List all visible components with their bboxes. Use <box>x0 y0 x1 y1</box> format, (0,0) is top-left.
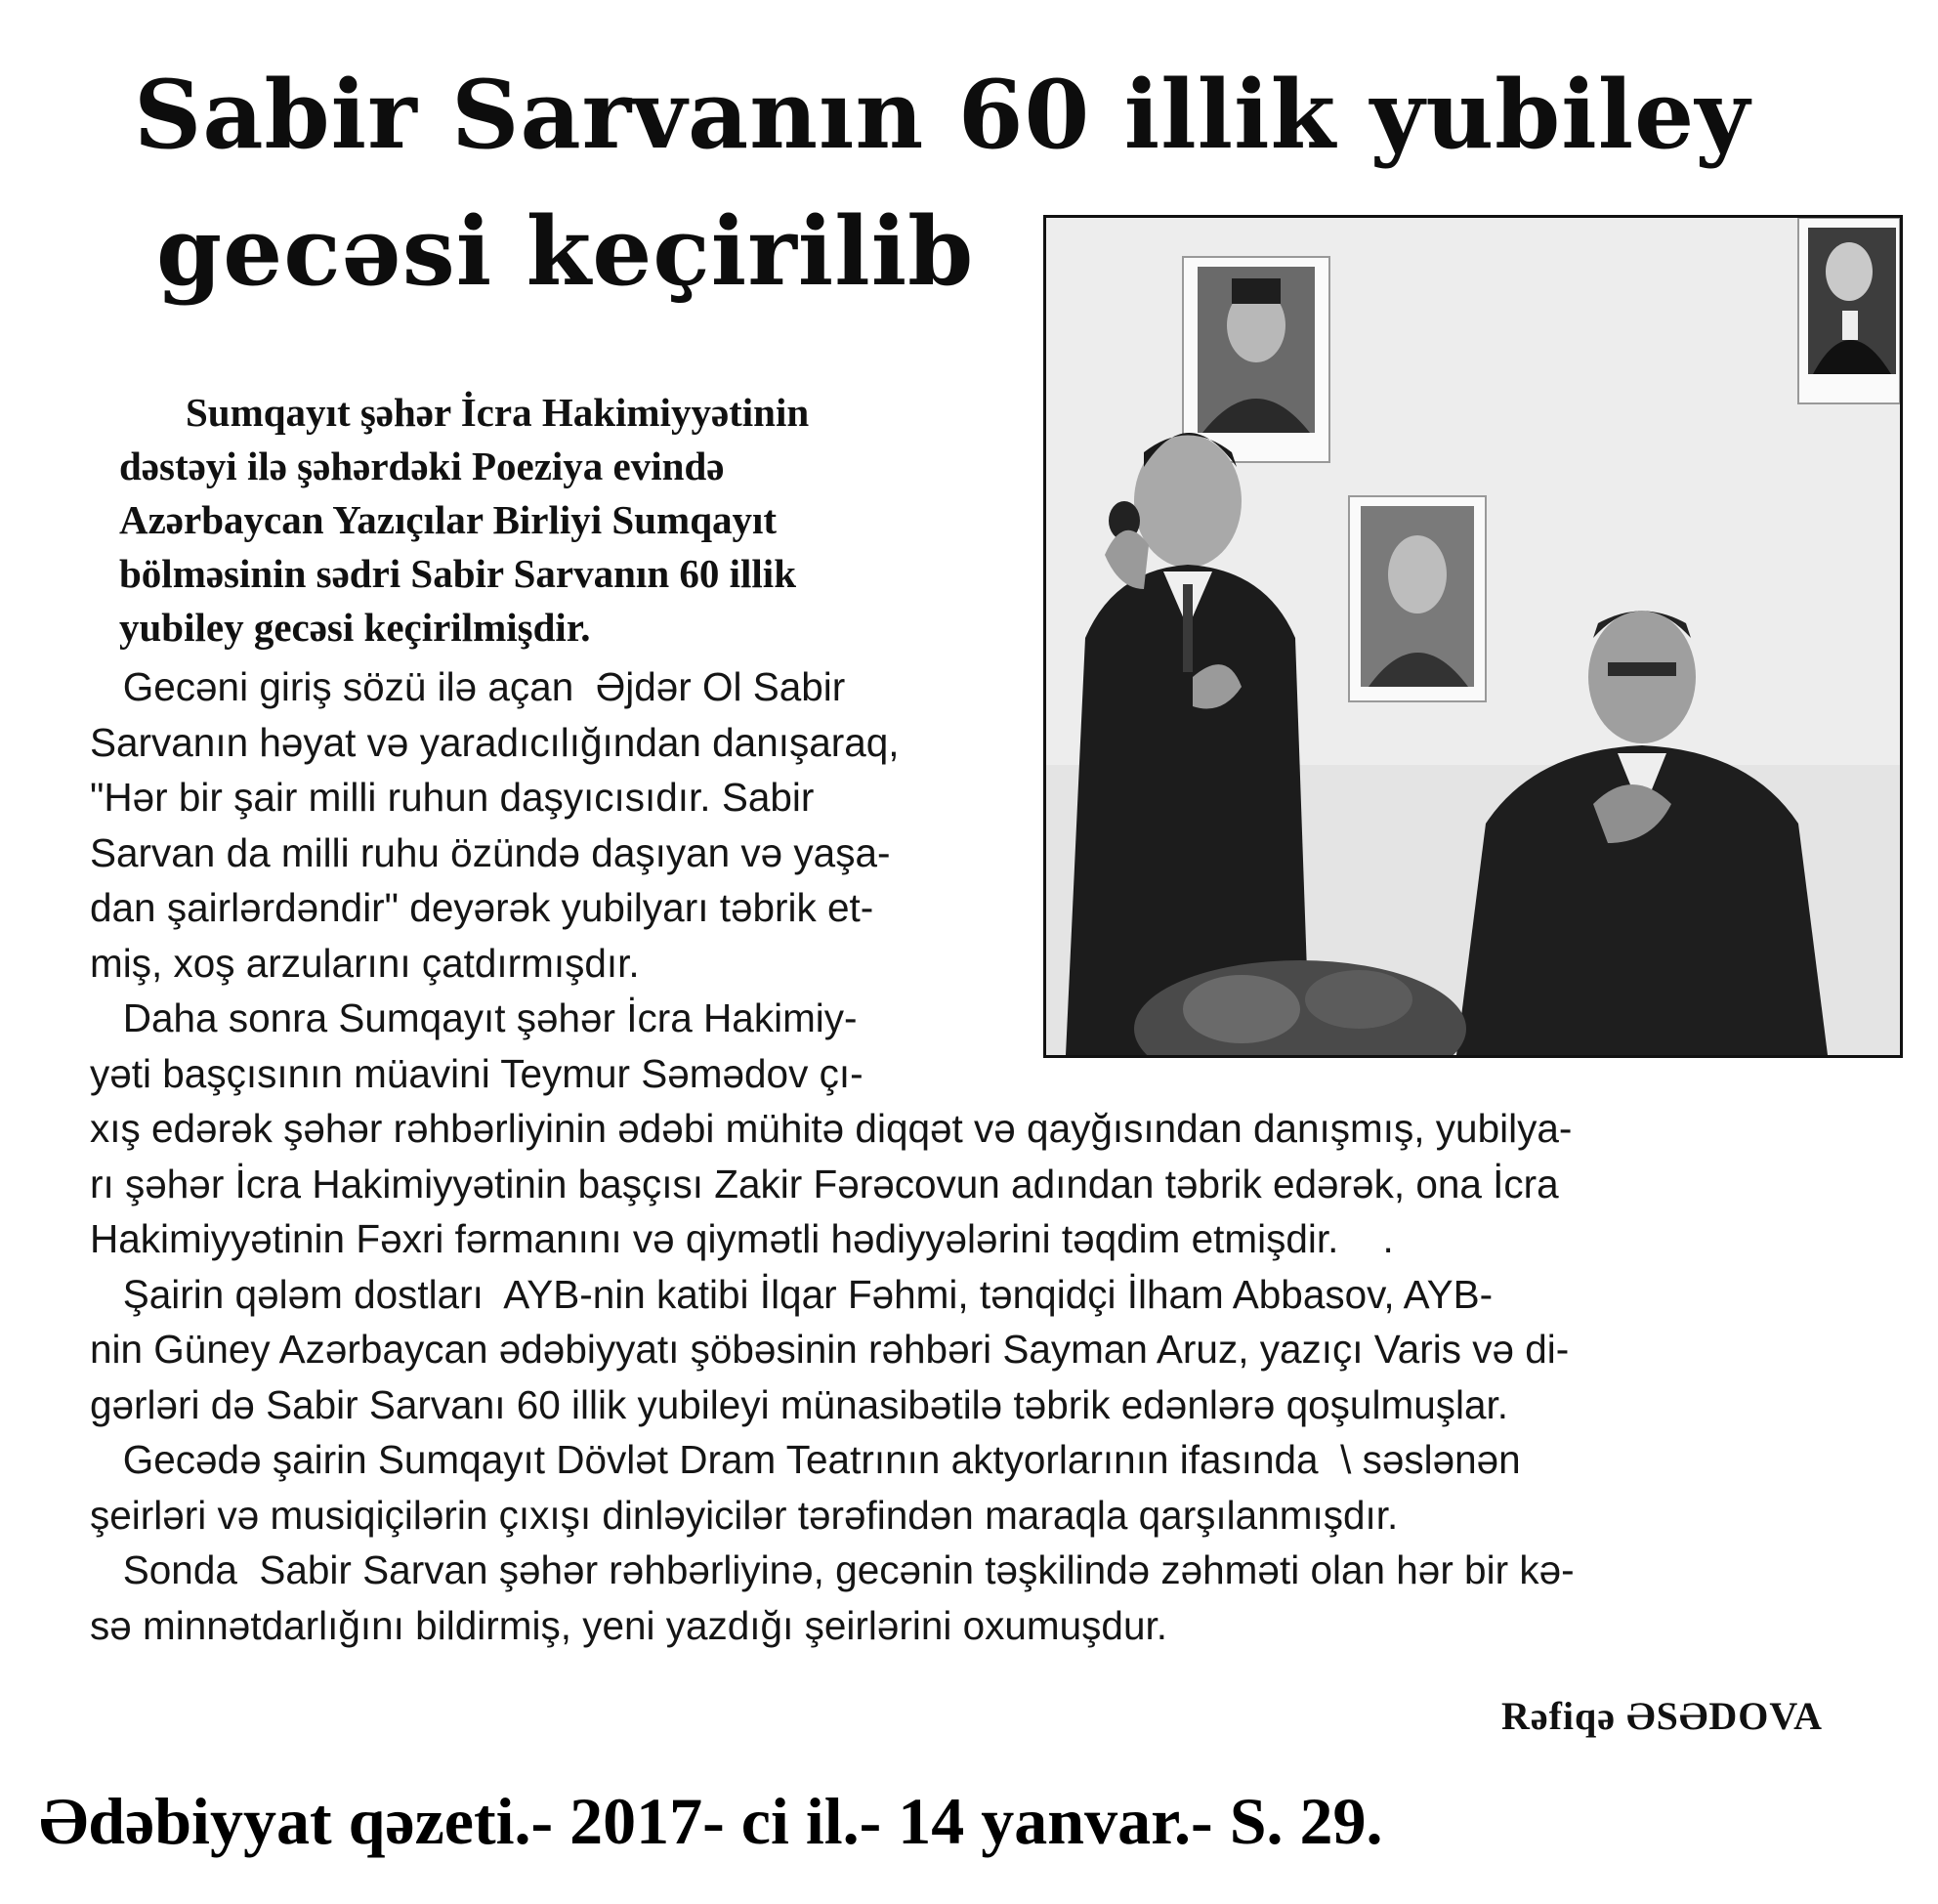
body-line: Hakimiyyətinin Fəxri fərmanını və qiymətli hədiyyələrini təqdim etmişdir. . <box>90 1216 1394 1261</box>
portrait-frame-2 <box>1798 218 1900 403</box>
body-line: Sarvanın həyat və yaradıcılığından danışaraq, <box>90 719 900 765</box>
lead-line: dəstəyi ilə şəhərdəki Poeziya evində <box>119 444 725 488</box>
body-line: Sarvan da milli ruhu özündə daşıyan və yaşa- <box>90 829 891 875</box>
body-line: Sonda Sabir Sarvan şəhər rəhbərliyinə, gecənin təşkilində zəhməti olan hər bir kə- <box>90 1547 1575 1592</box>
author-byline: Rəfiqə ƏSƏDOVA <box>1500 1694 1823 1738</box>
body-line: xış edərək şəhər rəhbərliyinin ədəbi mühitə diqqət və qayğısından danışmış, yubilya- <box>90 1106 1573 1151</box>
body-line: nin Güney Azərbaycan ədəbiyyatı şöbəsinin rəhbəri Sayman Aruz, yazıçı Varis və di- <box>90 1327 1570 1372</box>
headline-line-2: gecəsi keçirilib <box>156 196 975 307</box>
article-body-full <box>90 1101 1829 1653</box>
body-line: rı şəhər İcra Hakimiyyətinin başçısı Zakir Fərəcovun adından təbrik edərək, ona İcra <box>90 1161 1559 1206</box>
body-line: Daha sonra Sumqayıt şəhər İcra Hakimiy- <box>90 995 858 1040</box>
lead-line: Azərbaycan Yazıçılar Birliyi Sumqayıt <box>119 497 778 542</box>
headline-line-1: Sabir Sarvanın 60 illik yubiley <box>134 60 1751 170</box>
body-line: Gecədə şairin Sumqayıt Dövlət Dram Teatrının aktyorlarının ifasında \ səslənən <box>90 1437 1521 1482</box>
portrait-frame-1 <box>1183 257 1329 462</box>
article-lead <box>119 386 1003 655</box>
lead-line: bölməsinin sədri Sabir Sarvanın 60 illik <box>119 551 796 596</box>
article-body-column <box>90 659 1008 1101</box>
body-line: Gecəni giriş sözü ilə açan Əjdər Ol Sabir <box>90 664 846 709</box>
source-citation: Ədəbiyyat qəzeti.- 2017- ci il.- 14 yanvar.- S. 29. <box>39 1784 1383 1858</box>
lead-line: Sumqayıt şəhər İcra Hakimiyyətinin <box>186 390 810 435</box>
event-photo <box>1043 215 1903 1058</box>
body-line: dan şairlərdəndir" deyərək yubilyarı təbrik et- <box>90 885 874 930</box>
event-photo-illustration <box>1046 218 1900 1055</box>
lead-line: yubiley gecəsi keçirilmişdir. <box>119 605 591 650</box>
body-line: "Hər bir şair milli ruhun daşyıcısıdır. Sabir <box>90 775 815 820</box>
body-line: sə minnətdarlığını bildirmiş, yeni yazdığı şeirlərini oxumuşdur. <box>90 1602 1167 1648</box>
body-line: miş, xoş arzularını çatdırmışdır. <box>90 940 640 986</box>
portrait-frame-3 <box>1349 496 1486 701</box>
body-line: gərləri də Sabir Sarvanı 60 illik yubileyi münasibətilə təbrik edənlərə qoşulmuşlar. <box>90 1381 1508 1427</box>
body-line: Şairin qələm dostları AYB-nin katibi İlqar Fəhmi, tənqidçi İlham Abbasov, AYB- <box>90 1271 1494 1317</box>
body-line: yəti başçısının müavini Teymur Səmədov çı- <box>90 1050 864 1096</box>
body-line: şeirləri və musiqiçilərin çıxışı dinləyicilər tərəfindən maraqla qarşılanmışdır. <box>90 1492 1399 1538</box>
